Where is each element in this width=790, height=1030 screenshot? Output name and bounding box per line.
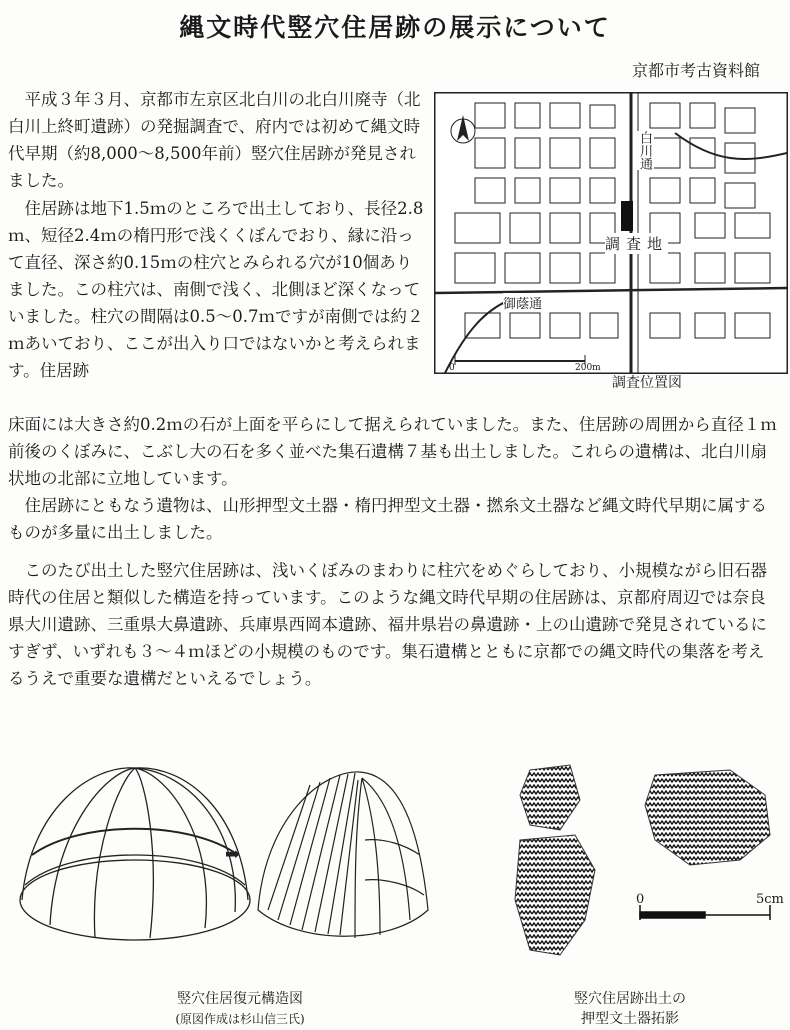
page-title: 縄文時代竪穴住居跡の展示について <box>179 13 611 42</box>
pottery-caption-1: 竪穴住居跡出土の <box>574 991 686 1007</box>
map-scale-end: 200m <box>575 363 601 373</box>
paragraph-2b: 床面には大きさ約0.2ｍの石が上面を平らにして据えられていました。また、住居跡の周囲から直径１ｍ前後のくぼみに、こぶし大の石を多く並べた集石遺構７基も出土しました。これらの遺構は、北白川扇状地の北部に立地しています。 <box>8 415 777 488</box>
thatched-house-drawing <box>258 772 428 938</box>
map-label-site: 調査地 <box>605 235 669 253</box>
author: 京都市考古資料館 <box>631 61 760 80</box>
scale-bar <box>640 905 770 920</box>
rubbing-fragment-2 <box>515 835 595 955</box>
frame-house-drawing <box>20 768 250 940</box>
location-map <box>434 92 788 374</box>
map-label-street: 白川通 <box>637 131 652 170</box>
paragraph-3: 住居跡にともなう遺物は、山形押型文土器・楕円押型文土器・撚糸文土器など縄文時代早期に属するものが多量に出土しました。 <box>8 496 767 542</box>
map-scale-zero: 0 <box>449 363 455 373</box>
paragraph-4: このたび出土した竪穴住居跡は、浅いくぼみのまわりに柱穴をめぐらしており、小規模ながら旧石器時代の住居と類似した構造を持っています。このような縄文時代早期の住居跡は、京都府周辺では奈良県大川遺跡、三重県大鼻遺跡、兵庫県西岡本遺跡、福井県岩の鼻遺跡・上の山遺跡で発見されているにすぎず、いずれも３〜４ｍほどの小規模のものです。集石遺構とともに京都での縄文時代の集落を考えるうえで重要な遺構だといえるでしょう。 <box>8 561 767 688</box>
house-reconstruction-figure <box>10 760 430 980</box>
arrow-icon: ➡ <box>225 844 241 865</box>
paragraph-2a: 住居跡は地下1.5ｍのところで出土しており、長径2.8ｍ、短径2.4ｍの楕円形で浅くくぼんでおり、縁に沿って直径、深さ約0.15ｍの柱穴とみられる穴が10個ありました。この柱穴は、南側で浅く、北側ほど深くなっていました。柱穴の間隔は0.5〜0.7ｍですが南側では約２ｍあいており、ここが出入り口ではないかと考えられます。住居跡 <box>8 199 424 380</box>
map-caption: 調査位置図 <box>612 375 682 391</box>
scale-zero: 0 <box>636 892 645 907</box>
paragraph-1: 平成３年３月、京都市左京区北白川の北白川廃寺（北白川上終町遺跡）の発掘調査で、府内では初めて縄文時代早期（約8,000〜8,500年前）竪穴住居跡が発見されました。 <box>8 90 421 190</box>
rubbing-fragment-1 <box>520 765 580 830</box>
house-credit: (原図作成は杉山信三氏) <box>175 1012 305 1026</box>
house-caption: 竪穴住居復元構造図 <box>177 991 303 1007</box>
pottery-rubbing-figure <box>500 760 790 970</box>
rubbing-fragment-3 <box>645 770 770 865</box>
map-label-road: 御蔭通 <box>503 293 542 312</box>
pottery-caption-2: 押型文土器拓影 <box>581 1011 679 1027</box>
site-marker <box>621 201 633 231</box>
scale-end: 5cm <box>756 892 784 907</box>
